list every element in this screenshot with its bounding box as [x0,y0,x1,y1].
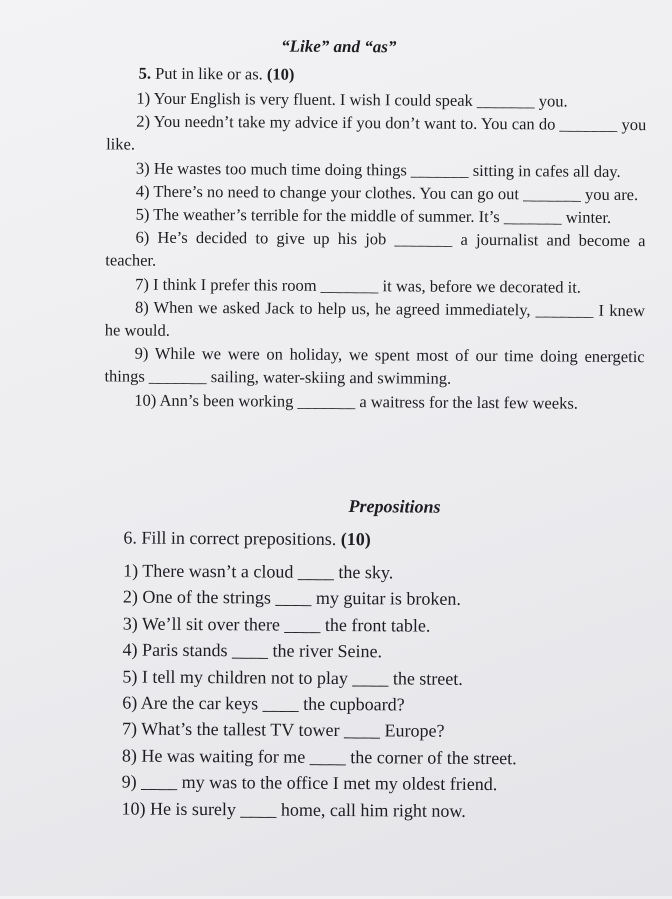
exercise-item: 6) He’s decided to give up his job _______ a journalist and become a teacher. [105,227,646,271]
exercise-item: 2) One of the strings ____ my guitar is broken. [122,586,461,610]
task-number: 6. [123,527,137,548]
exercise-item: 2) You needn’t take my advice if you don’t want to. You can do _______ you like. [106,111,647,154]
task-instruction: Put in like or as. [155,63,263,84]
task-points: (10) [340,529,371,550]
exercise-item: 8) When we asked Jack to help us, he agreed immediately, _______ I knew he would. [104,297,646,340]
exercise-item: 9) While we were on holiday, we spent most of our time doing energetic things _______ sailing, water-skiing and swimming. [104,343,645,389]
exercise-item: 5) I tell my children not to play ____ the street. [122,666,463,689]
exercise-item: 4) Paris stands ____ the river Seine. [122,639,383,662]
exercise-item: 10) He is surely ____ home, call him right now. [121,798,466,821]
exercise-item: 1) There wasn’t a cloud ____ the sky. [123,560,394,583]
task-points: (10) [266,64,295,84]
exercise-item: 4) There’s no need to change your clothes. You can go out _______ you are. [135,181,639,204]
exercise-item: 7) I think I prefer this room _______ it was, before we decorated it. [135,274,582,297]
exercise-item: 1) Your English is very fluent. I wish I could speak _______ you. [136,88,568,111]
exercise-item: 7) What’s the tallest TV tower ____ Europe? [121,718,445,742]
exercise-item: 5) The weather’s terrible for the middle of summer. It’s _______ winter. [135,204,612,227]
exercise-item: 3) We’ll sit over there ____ the front table. [122,613,431,636]
exercise-item: 8) He was waiting for me ____ the corner of the street. [121,745,517,769]
task-instruction: Fill in correct prepositions. [141,527,337,549]
task-6 [121,525,518,824]
section-title-prepositions: Prepositions [348,496,441,517]
exercise-item: 10) Ann’s been working _______ a waitress for the last few weeks. [134,390,578,413]
exercise-item: 6) Are the car keys ____ the cupboard? [122,692,405,715]
section-title-like-as: “Like” and “as” [281,36,397,57]
exercise-item: 3) He wastes too much time doing things _______ sitting in cafes all day. [135,158,621,181]
task-number: 5. [138,63,152,83]
task-5-heading [107,62,647,88]
task-5 [104,62,646,415]
exercise-item: 9) ____ my was to the office I met my oldest friend. [121,771,498,795]
task-6-heading [123,525,518,552]
